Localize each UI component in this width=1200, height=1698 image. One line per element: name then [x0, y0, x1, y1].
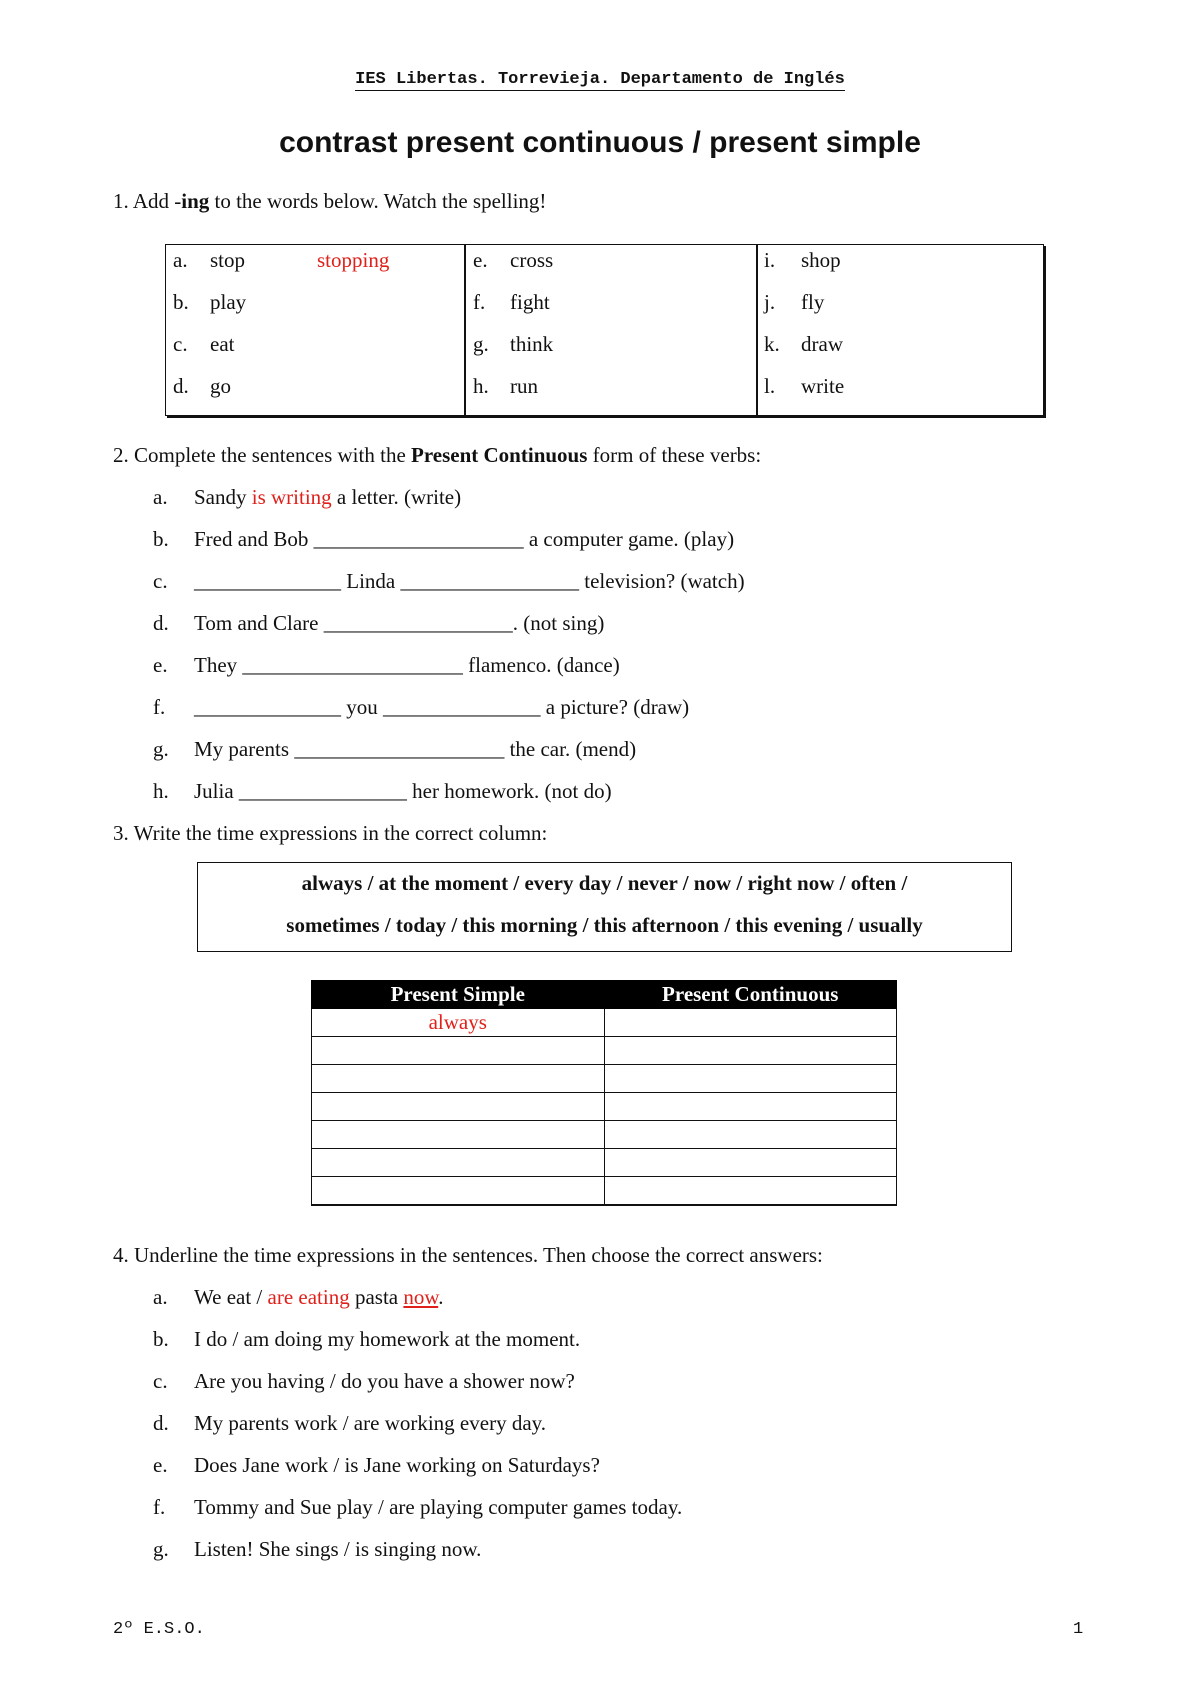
item-letter: e. [473, 248, 488, 272]
ex1-prompt-bold: ing [181, 189, 210, 213]
underlined-time-expression: now [403, 1285, 439, 1309]
item-word: cross [510, 248, 554, 272]
item-letter: c. [173, 332, 188, 356]
table-row [312, 1037, 897, 1065]
item-letter: d. [153, 1411, 169, 1435]
ex1-item [173, 248, 245, 273]
table-cell[interactable] [312, 1093, 605, 1121]
item-word: go [210, 374, 231, 398]
item-word: eat [210, 332, 235, 356]
item-letter: h. [153, 779, 169, 803]
ex2-prompt [113, 443, 761, 468]
item-letter: a. [173, 248, 188, 272]
ex1-item [173, 332, 234, 357]
sentence-text: Are you having / do you have a shower now? [194, 1369, 575, 1393]
ex4-sentence [153, 1537, 481, 1562]
sentence-text: I do / am doing my homework at the moment. [194, 1327, 581, 1351]
example-answer: are eating [267, 1285, 350, 1309]
item-letter: d. [173, 374, 189, 398]
table-cell[interactable] [312, 1121, 605, 1149]
ex2-prompt-bold: Present Continuous [411, 443, 588, 467]
item-letter: c. [153, 1369, 168, 1393]
item-word: draw [801, 332, 843, 356]
ex1-item [764, 332, 843, 357]
ex1-item [473, 374, 538, 399]
sentence-text: pasta [349, 1285, 404, 1309]
ex4-sentence [153, 1369, 575, 1394]
sentence-text: Tommy and Sue play / are playing computer games today. [194, 1495, 683, 1519]
column-divider [756, 245, 758, 415]
item-letter: b. [153, 1327, 169, 1351]
table-row [312, 1065, 897, 1093]
sentence-text: They _____________________ flamenco. (dance) [194, 653, 620, 677]
item-word: think [510, 332, 554, 356]
ex3-prompt: 3. Write the time expressions in the correct column: [113, 821, 548, 845]
ex1-prompt-a: 1. Add - [113, 189, 182, 213]
item-letter: e. [153, 653, 168, 677]
item-letter: i. [764, 248, 776, 272]
footer-page-number: 1 [1073, 1620, 1084, 1639]
ex4-prompt: 4. Underline the time expressions in the sentences. Then choose the correct answers: [113, 1243, 823, 1267]
ex1-word-box [165, 244, 1044, 416]
ex1-example-answer: stopping [317, 248, 390, 272]
item-word: write [801, 374, 845, 398]
ex2-sentence [153, 527, 734, 552]
item-letter: f. [473, 290, 486, 314]
table-header-row [312, 981, 897, 1009]
sentence-text: Listen! She sings / is singing now. [194, 1537, 482, 1561]
sentence-text: Does Jane work / is Jane working on Saturdays? [194, 1453, 600, 1477]
item-word: fly [801, 290, 825, 314]
header-text: IES Libertas. Torrevieja. Departamento de Inglés [355, 70, 845, 89]
table-cell[interactable] [312, 1177, 605, 1206]
ex2-sentence [153, 569, 745, 594]
table-row [312, 1009, 897, 1037]
time-expressions-box [197, 862, 1012, 952]
sort-table [311, 980, 897, 1206]
table-cell[interactable] [312, 1149, 605, 1177]
ex4-sentence [153, 1411, 546, 1436]
sentence-text: My parents ____________________ the car. (mend) [194, 737, 637, 761]
table-cell[interactable] [312, 1037, 605, 1065]
item-word: stop [210, 248, 246, 272]
sentence-text: We eat / [194, 1285, 268, 1309]
item-letter: c. [153, 569, 168, 593]
ex1-item [764, 248, 841, 273]
table-cell: always [312, 1009, 605, 1037]
item-word: fight [510, 290, 550, 314]
table-row [312, 1149, 897, 1177]
page-title: contrast present continuous / present simple [279, 126, 921, 159]
table-row [312, 1093, 897, 1121]
sentence-text: a letter. (write) [331, 485, 462, 509]
item-letter: b. [153, 527, 169, 551]
table-cell[interactable] [604, 1177, 897, 1206]
item-letter: j. [764, 290, 776, 314]
ex1-prompt-b: to the words below. Watch the spelling! [209, 189, 547, 213]
ex1-item [473, 332, 553, 357]
ex2-sentence [153, 611, 604, 636]
ex1-item [173, 374, 231, 399]
item-letter: l. [764, 374, 776, 398]
sentence-text: Sandy [194, 485, 252, 509]
col-present-simple: Present Simple [312, 981, 605, 1009]
ex2-sentence [153, 737, 636, 762]
item-letter: e. [153, 1453, 168, 1477]
col-present-continuous: Present Continuous [604, 981, 897, 1009]
example-answer: is writing [251, 485, 332, 509]
item-letter: h. [473, 374, 489, 398]
item-letter: g. [153, 737, 169, 761]
ex2-sentence [153, 695, 689, 720]
table-cell[interactable] [604, 1093, 897, 1121]
item-letter: f. [153, 695, 166, 719]
table-cell[interactable] [604, 1121, 897, 1149]
ex4-sentence [153, 1327, 580, 1352]
sentence-text: Julia ________________ her homework. (not do) [194, 779, 612, 803]
item-letter: d. [153, 611, 169, 635]
ex1-item [173, 290, 246, 315]
table-cell[interactable] [604, 1037, 897, 1065]
ex1-item [764, 290, 824, 315]
table-cell[interactable] [312, 1065, 605, 1093]
sentence-text: Tom and Clare __________________. (not sing) [194, 611, 605, 635]
item-word: run [510, 374, 538, 398]
ex2-sentence [153, 653, 620, 678]
ex2-sentence [153, 485, 461, 510]
table-cell[interactable] [604, 1065, 897, 1093]
item-letter: b. [173, 290, 189, 314]
item-letter: g. [153, 1537, 169, 1561]
ex2-sentence [153, 779, 612, 804]
table-cell[interactable] [604, 1149, 897, 1177]
table-cell[interactable] [604, 1009, 897, 1037]
ex1-item [473, 248, 553, 273]
time-expressions-line: always / at the moment / every day / never / now / right now / often / [301, 871, 908, 895]
sentence-text: ______________ you _______________ a picture? (draw) [194, 695, 690, 719]
sentence-text: Fred and Bob ____________________ a computer game. (play) [194, 527, 735, 551]
ex1-item [473, 290, 550, 315]
sentence-text: My parents work / are working every day. [194, 1411, 547, 1435]
ex2-prompt-a: 2. Complete the sentences with the [113, 443, 412, 467]
ex2-prompt-b: form of these verbs: [587, 443, 762, 467]
column-divider [464, 245, 466, 415]
item-word: shop [801, 248, 841, 272]
item-letter: f. [153, 1495, 166, 1519]
time-expressions-line: sometimes / today / this morning / this afternoon / this evening / usually [286, 913, 923, 937]
page-header [0, 70, 1200, 89]
ex4-sentence [153, 1495, 682, 1520]
item-letter: g. [473, 332, 489, 356]
item-letter: k. [764, 332, 780, 356]
item-letter: a. [153, 485, 168, 509]
ex4-sentence [153, 1453, 600, 1478]
sentence-text: ______________ Linda _________________ television? (watch) [194, 569, 745, 593]
item-word: play [210, 290, 247, 314]
table-row [312, 1121, 897, 1149]
sentence-text: . [438, 1285, 444, 1309]
ex4-sentence [153, 1285, 443, 1310]
footer-course: 2º E.S.O. [113, 1620, 205, 1639]
ex1-item [764, 374, 844, 399]
table-row [312, 1177, 897, 1206]
ex1-prompt [113, 189, 546, 214]
item-letter: a. [153, 1285, 168, 1309]
